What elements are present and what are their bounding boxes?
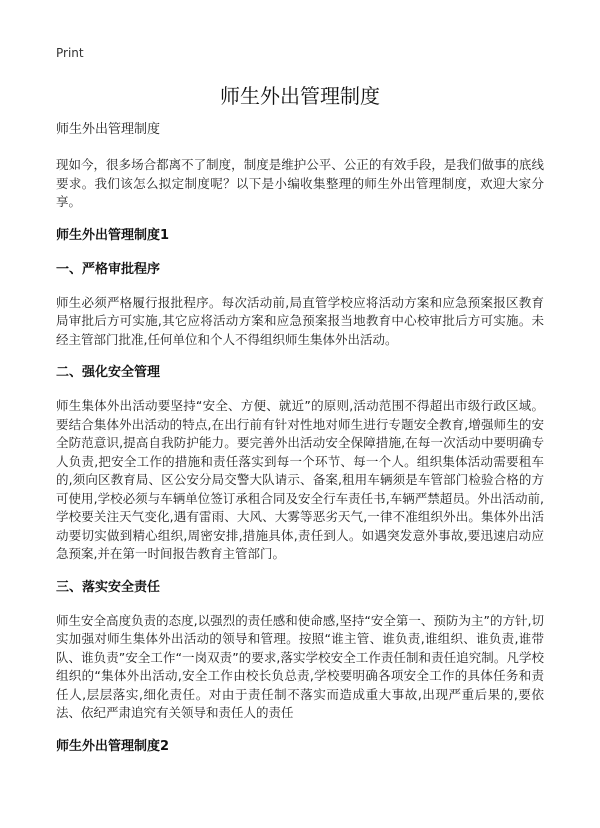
document-body [56, 120, 544, 828]
subsection-heading-safety-responsibility: 三、落实安全责任 [56, 579, 161, 595]
intro-paragraph: 现如今，很多场合都离不了制度，制度是维护公平、公正的有效手段，是我们做事的底线要求。我们该怎么拟定制度呢？以下是小编收集整理的师生外出管理制度，欢迎大家分享。 [56, 157, 544, 209]
section-heading-1: 师生外出管理制度1 [56, 227, 170, 243]
section-heading-2: 师生外出管理制度2 [56, 738, 170, 754]
paragraph-safety-responsibility: 师生安全高度负责的态度,以强烈的责任感和使命感,坚持“安全第一、预防为主”的方针,切实加强对师生集体外出活动的领导和管理。按照“谁主管、谁负责,谁组织、谁负责,谁带队、谁负责”安全工作“一岗双责”的要求,落实学校安全工作责任制和责任追究制。凡学校组织的“集体外出活动,安全工作由校长负总责,学校要明确各项安全工作的具体任务和责任人,层层落实,细化责任。对由于责任制不落实而造成重大事故,出现严重后果的,要依法、依纪严肃追究有关领导和责任人的责任 [56, 612, 544, 720]
subsection-heading-approval: 一、严格审批程序 [56, 261, 161, 277]
paragraph-approval: 师生必须严格履行报批程序。每次活动前,局直管学校应将活动方案和应急预案报区教育局审批后方可实施,其它应将活动方案和应急预案报当地教育中心校审批后方可实施。未经主管部门批准,任何单位和个人不得组织师生集体外出活动。 [56, 294, 544, 347]
paragraph-safety-management: 师生集体外出活动要坚持“安全、方便、就近”的原则,活动范围不得超出市级行政区域。要结合集体外出活动的特点,在出行前有针对性地对师生进行专题安全教育,增强师生的安全防范意识,提高自我防护能力。要完善外出活动安全保障措施,在每一次活动中要明确专人负责,把安全工作的措施和责任落实到每一个环节、每一个人。组织集体活动需要租车的,须向区教育局、区公安分局交警大队请示、备案,租用车辆须是车管部门检验合格的方可使用,学校必须与车辆单位签订承租合同及安全行车责任书,车辆严禁超员。外出活动前,学校要关注天气变化,遇有雷雨、大风、大雾等恶劣天气,一律不准组织外出。集体外出活动要切实做到精心组织,周密安排,措施具体,责任到人。如遇突发意外事故,要迅速启动应急预案,并在第一时间报告教育主管部门。 [56, 398, 545, 561]
subsection-heading-safety-management: 二、强化安全管理 [56, 365, 161, 380]
print-label[interactable]: Print [56, 46, 84, 60]
page-title: 师生外出管理制度 [220, 84, 380, 108]
document-subtitle: 师生外出管理制度 [56, 122, 161, 137]
